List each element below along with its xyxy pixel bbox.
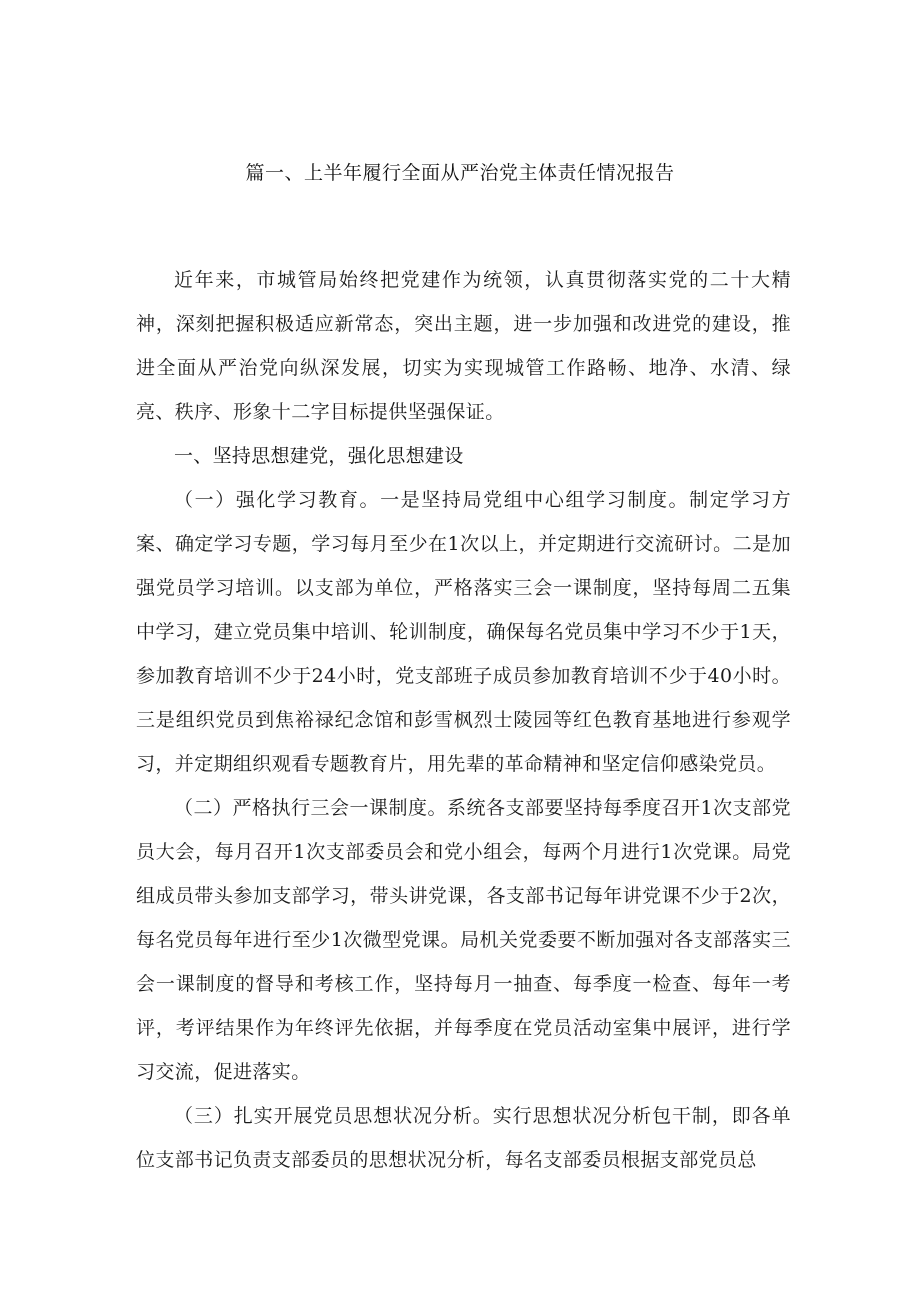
- section-heading: 一、坚持思想建党，强化思想建设: [174, 445, 464, 467]
- intro-paragraph: 近年来，市城管局始终把党建作为统领，认真贯彻落实党的二十大精神，深刻把握积极适应新常态，突出主题，进一步加强和改进党的建设，推进全面从严治党向纵深发展，切实为实现城管工作路畅、地净、水清、绿亮、秩序、形象十二字目标提供坚强保证。: [136, 269, 791, 423]
- paragraph-thought-analysis: （三）扎实开展党员思想状况分析。实行思想状况分析包干制，即各单位支部书记负责支部委员的思想状况分析，每名支部委员根据支部党员总: [136, 1105, 791, 1171]
- document-body: [136, 258, 791, 1182]
- paragraph-study-education: （一）强化学习教育。一是坚持局党组中心组学习制度。制定学习方案、确定学习专题，学习每月至少在1次以上，并定期进行交流研讨。二是加强党员学习培训。以支部为单位，严格落实三会一课制度，坚持每周二五集中学习，建立党员集中培训、轮训制度，确保每名党员集中学习不少于1天，参加教育培训不少于24小时，党支部班子成员参加教育培训不少于40小时。三是组织党员到焦裕禄纪念馆和彭雪枫烈士陵园等红色教育基地进行参观学习，并定期组织观看专题教育片，用先辈的革命精神和坚定信仰感染党员。: [136, 489, 791, 775]
- paragraph-three-meetings: （二）严格执行三会一课制度。系统各支部要坚持每季度召开1次支部党员大会，每月召开1次支部委员会和党小组会，每两个月进行1次党课。局党组成员带头参加支部学习，带头讲党课，各支部书记每年讲党课不少于2次，每名党员每年进行至少1次微型党课。局机关党委要不断加强对各支部落实三会一课制度的督导和考核工作，坚持每月一抽查、每季度一检查、每年一考评，考评结果作为年终评先依据，并每季度在党员活动室集中展评，进行学习交流，促进落实。: [136, 797, 791, 1083]
- document-title: 篇一、上半年履行全面从严治党主体责任情况报告: [245, 162, 675, 184]
